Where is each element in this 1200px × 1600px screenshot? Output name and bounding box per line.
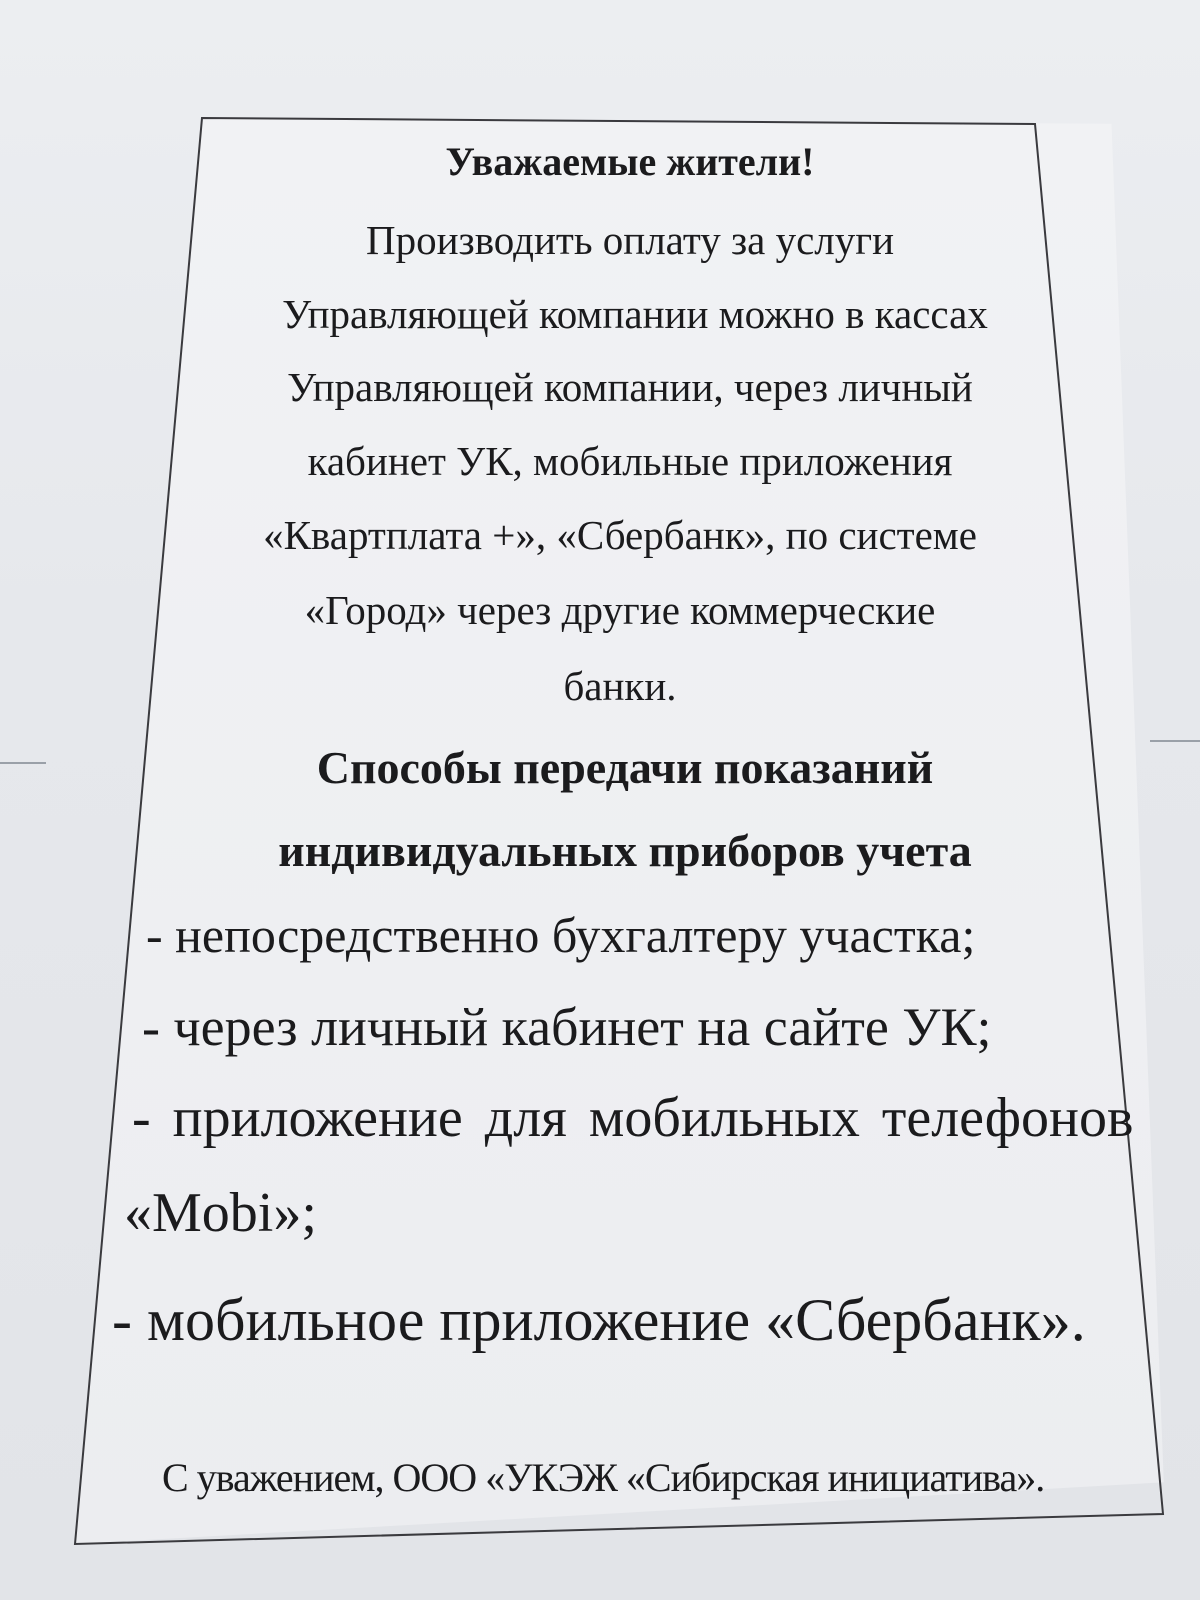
payment-line-6: «Город» через другие коммерческие <box>304 587 936 633</box>
method-item-accountant: - непосредственно бухгалтеру участка; <box>146 907 976 963</box>
notice-greeting: Уважаемые жители! <box>445 139 815 184</box>
method-item-mobi: «Mobi»; <box>124 1182 317 1244</box>
method-item-sberbank: - мобильное приложение «Сбербанк». <box>112 1287 1086 1353</box>
payment-line-1: Производить оплату за услуги <box>365 217 895 263</box>
method-item-website: - через личный кабинет на сайте УК; <box>142 997 992 1057</box>
payment-line-4: кабинет УК, мобильные приложения <box>307 438 953 484</box>
payment-line-5: «Квартплата +», «Сбербанк», по системе <box>263 512 977 558</box>
payment-line-2: Управляющей компании можно в кассах <box>282 291 988 337</box>
methods-heading-line-1: Способы передачи показаний <box>316 742 934 793</box>
methods-heading-line-2: индивидуальных приборов учета <box>278 825 972 876</box>
notice-signature: С уважением, ООО «УКЭЖ «Сибирская инициатива». <box>162 1455 1045 1500</box>
payment-line-7: банки. <box>563 663 677 709</box>
payment-line-3: Управляющей компании, через личный <box>287 364 973 410</box>
method-item-mobile-app: - приложение для мобильных телефонов <box>132 1087 1134 1149</box>
